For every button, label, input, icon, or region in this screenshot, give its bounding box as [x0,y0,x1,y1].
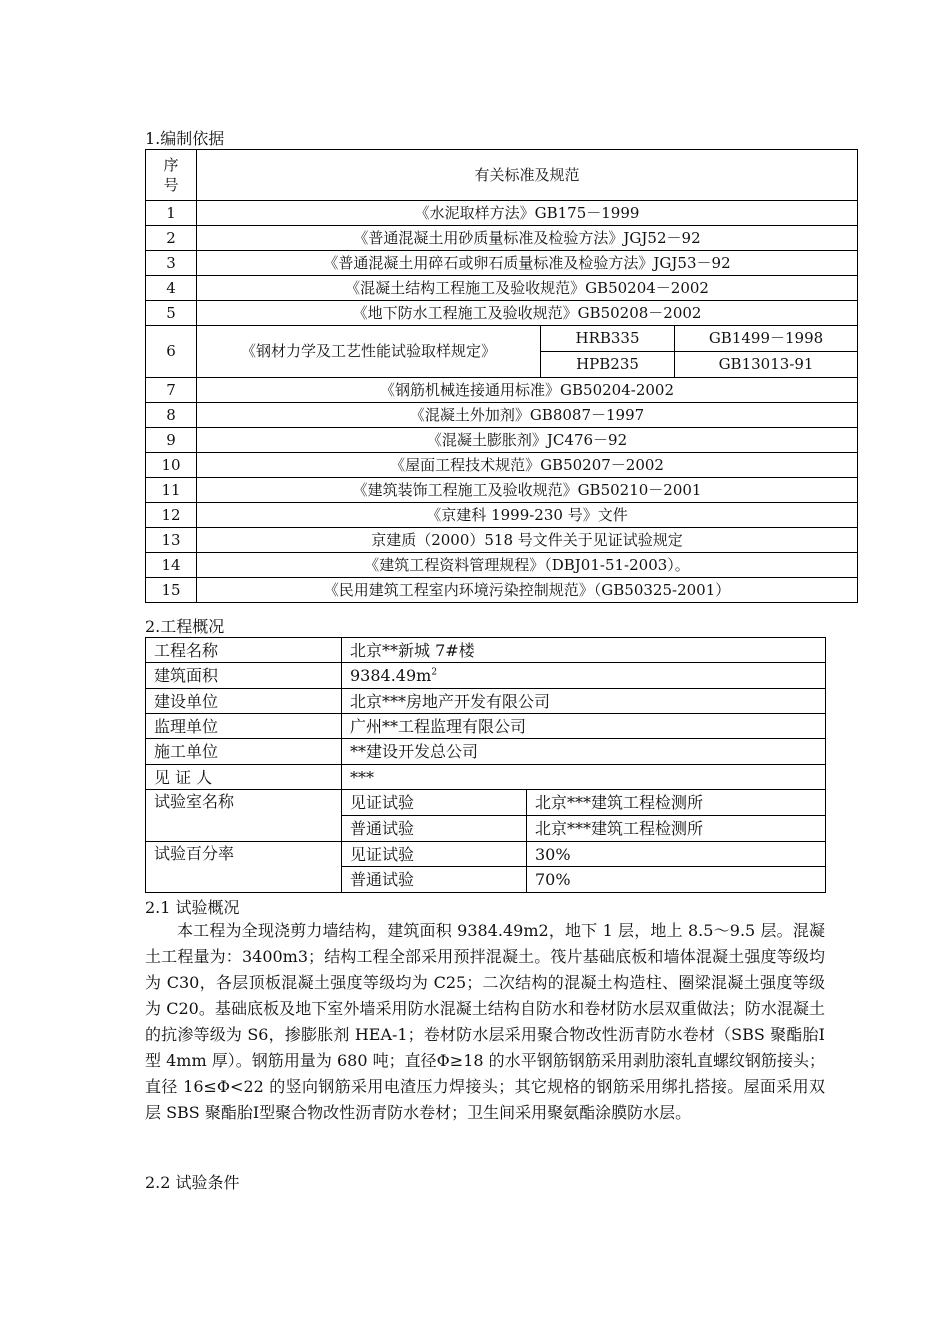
row-number: 12 [146,503,197,528]
test-type: 普通试验 [342,816,527,842]
test-type: 见证试验 [342,842,527,867]
standard-name: 《地下防水工程施工及验收规范》GB50208－2002 [197,301,858,326]
table-row [146,638,826,663]
steel-grade: HRB335 [541,326,675,352]
row-number: 13 [146,528,197,553]
standard-header: 有关标准及规范 [197,150,858,201]
test-type: 普通试验 [342,867,527,893]
seq-header: 序号 [146,150,197,201]
table-row [146,790,826,816]
project-overview-table [145,637,826,893]
table-row [146,689,826,714]
percent-value: 70% [527,867,826,893]
standard-name: 《水泥取样方法》GB175－1999 [197,201,858,226]
row-number: 4 [146,276,197,301]
standard-name: 《钢材力学及工艺性能试验取样规定》 [197,326,541,378]
standards-table [145,149,858,603]
standard-name: 《民用建筑工程室内环境污染控制规范》（GB50325-2001） [197,578,858,603]
building-area-value: $9384.49m^2$ [342,663,826,689]
steel-standard: GB13013-91 [675,352,858,378]
supervisor-value: 广州**工程监理有限公司 [342,714,826,739]
project-name-value: 北京**新城 7#楼 [342,638,826,663]
standard-name: 《建筑装饰工程施工及验收规范》GB50210－2001 [197,478,858,503]
field-label: 建设单位 [146,689,342,714]
table-row [146,201,858,226]
test-overview-paragraph: 本工程为全现浇剪力墙结构，建筑面积 9384.49m2，地下 1 层，地上 8.5～9.5 层。混凝土工程量为：3400m3；结构工程全部采用预拌混凝土。筏片基础底板和墙体混凝土强度等级均为 C30，各层顶板混凝土强度等级均为 C25；二次结构的混凝土构造柱、圈梁混凝土强度等级为 C20。基础底板及地下室外墙采用防水混凝土结构自防水和卷材防水层双重做法；防水混凝土的抗渗等级为 S6，掺膨胀剂 HEA-1；卷材防水层采用聚合物改性沥青防水卷材（SBS 聚酯胎Ⅰ型 4mm 厚）。钢筋用量为 680 吨；直径Φ≥18 的水平钢筋钢筋采用剥肋滚轧直螺纹钢筋接头；直径 16≤Φ<22 的竖向钢筋采用电渣压力焊接头；其它规格的钢筋采用绑扎搭接。屋面采用双层 SBS 聚酯胎Ⅰ型聚合物改性沥青防水卷材；卫生间采用聚氨酯涂膜防水层。 [145,921,825,1122]
standard-name: 《普通混凝土用碎石或卵石质量标准及检验方法》JGJ53－92 [197,251,858,276]
table-row [146,478,858,503]
field-label: 施工单位 [146,739,342,765]
table-row [146,326,858,352]
table-row [146,453,858,478]
row-number: 1 [146,201,197,226]
table-row [146,528,858,553]
table-header-row [146,150,858,201]
row-number: 5 [146,301,197,326]
section-2-2-heading: 2.2 试验条件 [145,1173,240,1192]
standard-name: 京建质（2000）518 号文件关于见证试验规定 [197,528,858,553]
lab-name-value: 北京***建筑工程检测所 [527,816,826,842]
table-row [146,553,858,578]
section-2-heading: 2.工程概况 [145,617,225,636]
lab-name-value: 北京***建筑工程检测所 [527,790,826,816]
row-number: 2 [146,226,197,251]
row-number: 6 [146,326,197,378]
table-row [146,765,826,790]
standard-name: 《混凝土膨胀剂》JC476－92 [197,428,858,453]
table-row [146,428,858,453]
field-label: 试验室名称 [146,790,342,842]
row-number: 9 [146,428,197,453]
contractor-value: **建设开发总公司 [342,739,826,765]
table-row [146,251,858,276]
row-number: 11 [146,478,197,503]
standard-name: 《普通混凝土用砂质量标准及检验方法》JGJ52－92 [197,226,858,251]
standard-name: 《屋面工程技术规范》GB50207－2002 [197,453,858,478]
owner-value: 北京***房地产开发有限公司 [342,689,826,714]
field-label: 试验百分率 [146,842,342,893]
table-row [146,226,858,251]
standard-name: 《混凝土结构工程施工及验收规范》GB50204－2002 [197,276,858,301]
table-row [146,276,858,301]
table-row [146,503,858,528]
test-type: 见证试验 [342,790,527,816]
standard-name: 《京建科 1999-230 号》文件 [197,503,858,528]
steel-grade: HPB235 [541,352,675,378]
table-row [146,663,826,689]
section-2-1-heading: 2.1 试验概况 [145,898,240,917]
field-label: 工程名称 [146,638,342,663]
table-row [146,378,858,403]
row-number: 14 [146,553,197,578]
witness-value: *** [342,765,826,790]
table-row [146,301,858,326]
field-label: 监理单位 [146,714,342,739]
row-number: 8 [146,403,197,428]
table-row [146,578,858,603]
row-number: 10 [146,453,197,478]
field-label: 见 证 人 [146,765,342,790]
steel-standard: GB1499－1998 [675,326,858,352]
standard-name: 《钢筋机械连接通用标准》GB50204-2002 [197,378,858,403]
table-row [146,842,826,867]
row-number: 15 [146,578,197,603]
standard-name: 《建筑工程资料管理规程》（DBJ01-51-2003）。 [197,553,858,578]
table-row [146,739,826,765]
standard-name: 《混凝土外加剂》GB8087－1997 [197,403,858,428]
row-number: 7 [146,378,197,403]
row-number: 3 [146,251,197,276]
table-row [146,403,858,428]
section-1-heading: 1.编制依据 [145,129,225,148]
percent-value: 30% [527,842,826,867]
field-label: 建筑面积 [146,663,342,689]
table-row [146,714,826,739]
